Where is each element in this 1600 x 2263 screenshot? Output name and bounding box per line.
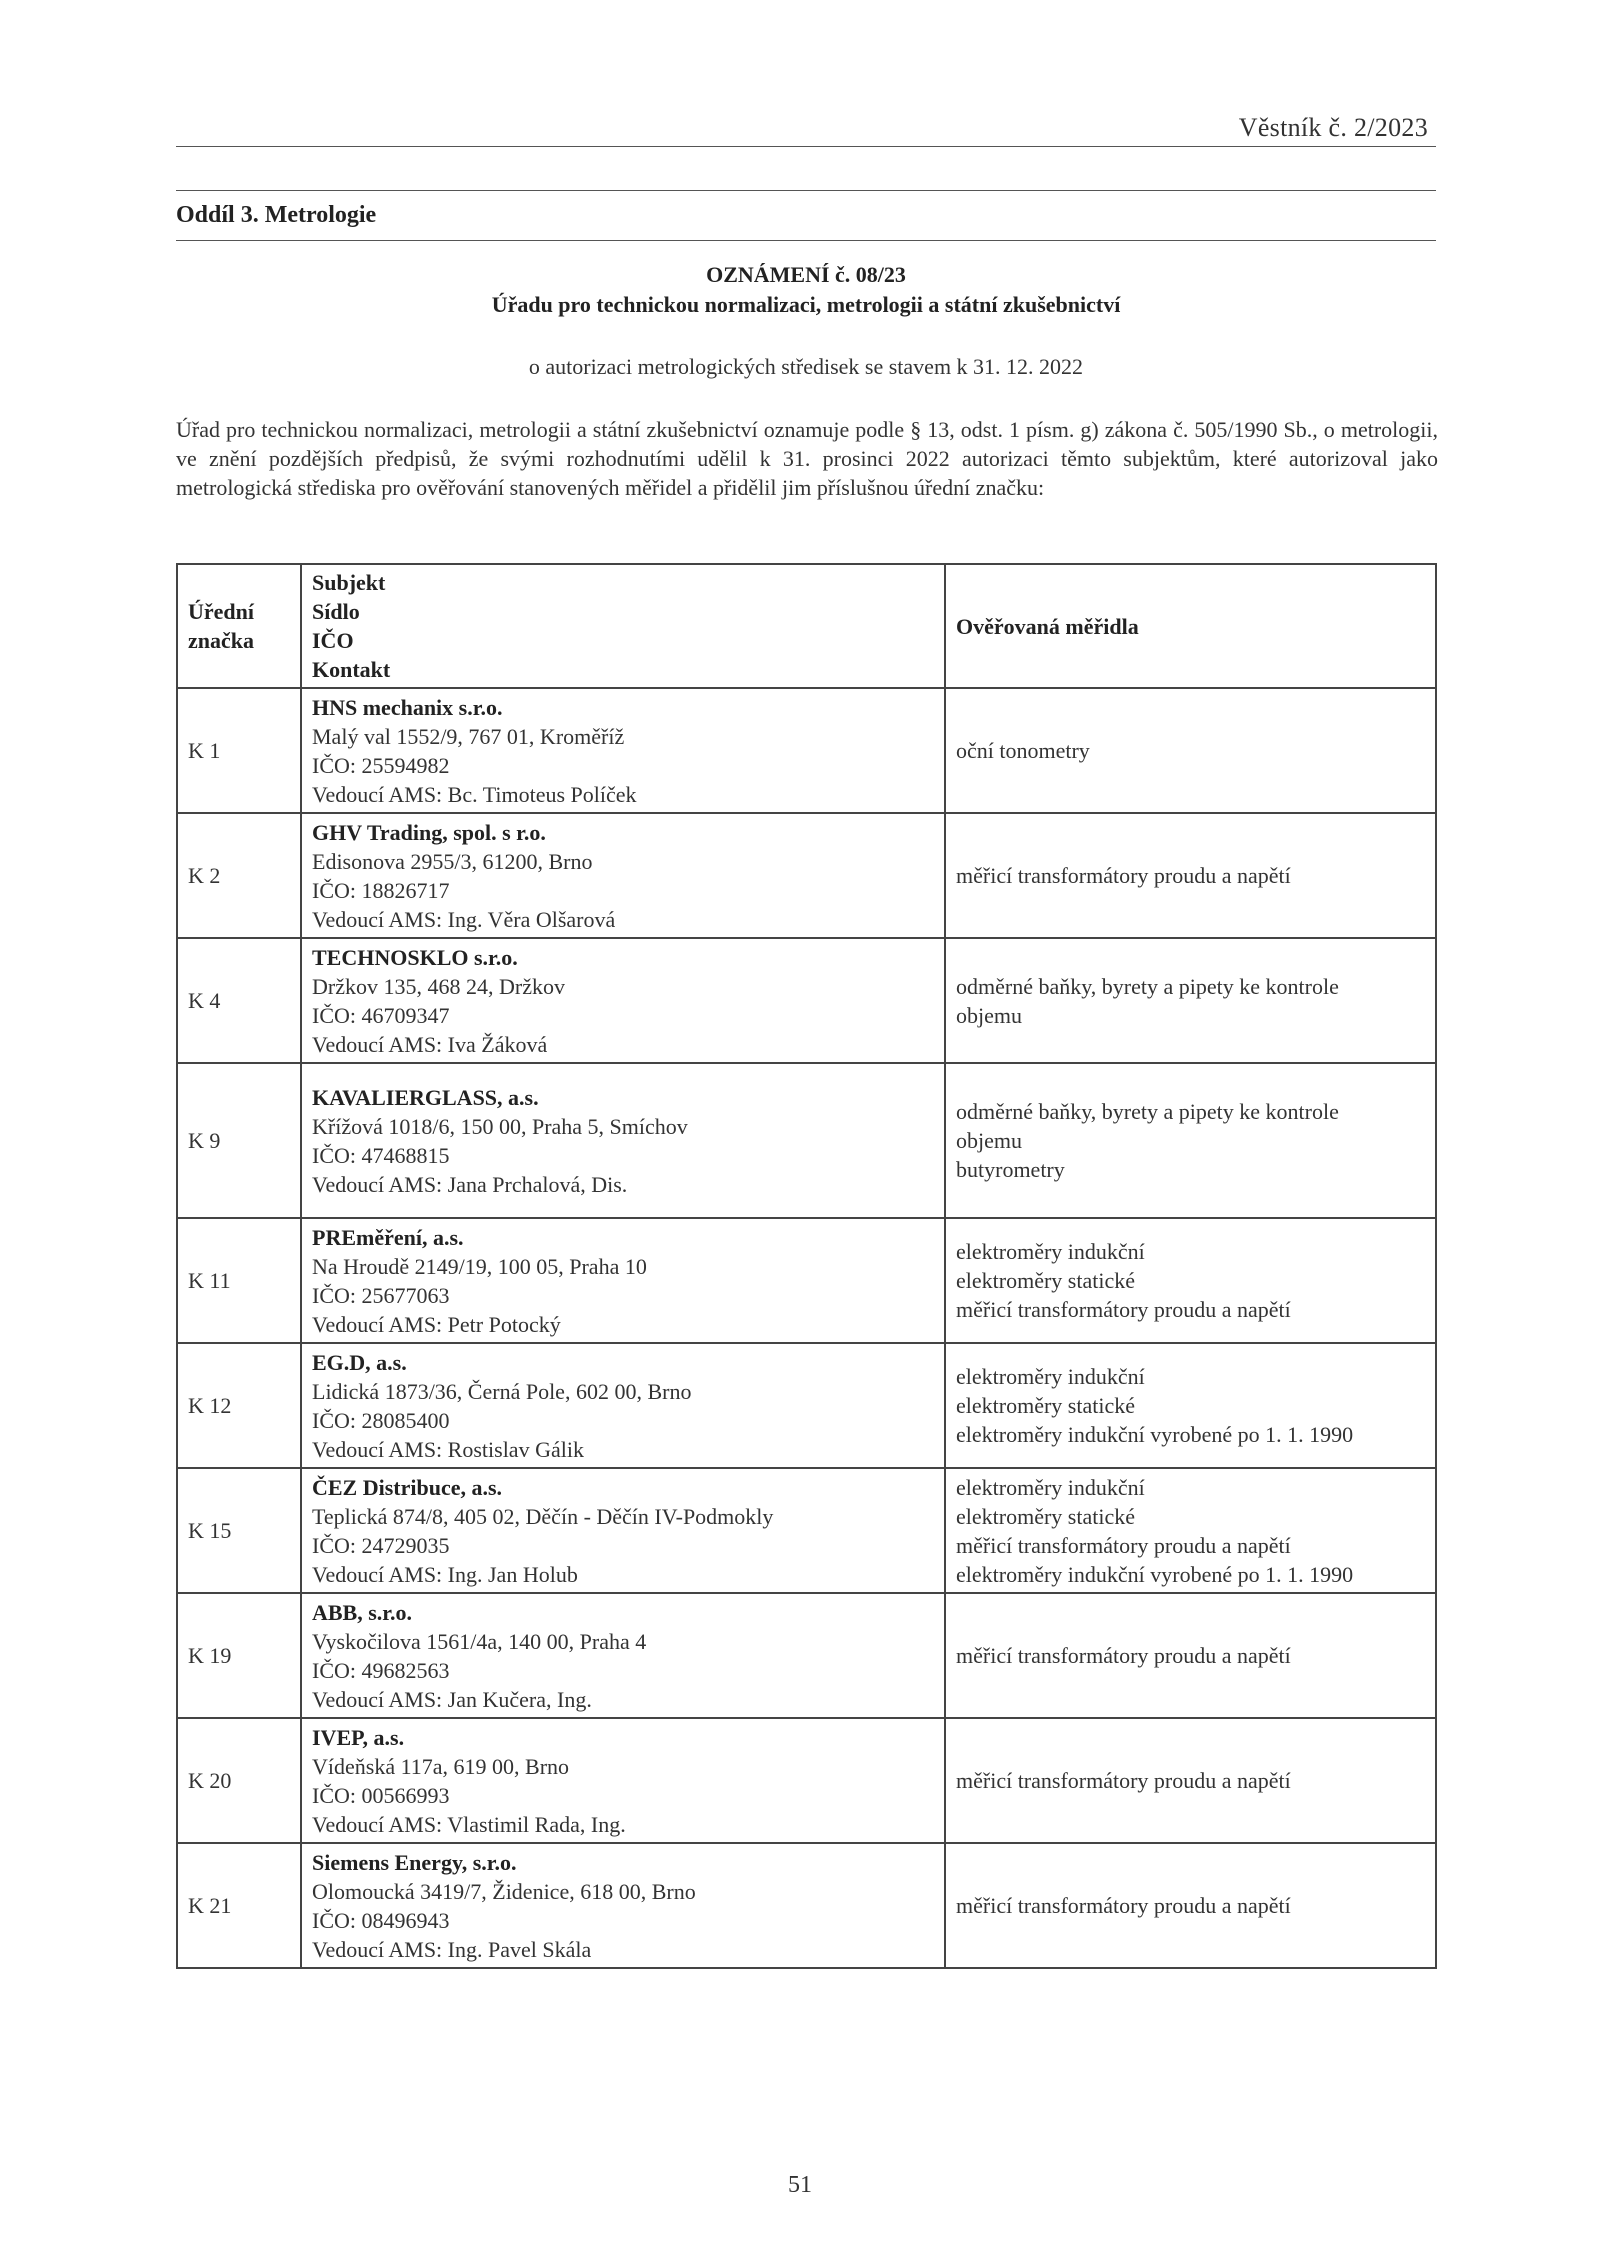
section-rule-top bbox=[176, 190, 1436, 191]
instrument-line: měřicí transformátory proudu a napětí bbox=[956, 863, 1291, 888]
official-mark: K 2 bbox=[177, 813, 301, 938]
subject-ico: IČO: 18826717 bbox=[312, 877, 450, 903]
subject-ico: IČO: 46709347 bbox=[312, 1002, 450, 1028]
table-body bbox=[177, 564, 1436, 1968]
instruments-cell bbox=[945, 1843, 1436, 1968]
instrument-line: elektroměry indukční bbox=[956, 1364, 1145, 1389]
subject-ico: IČO: 47468815 bbox=[312, 1142, 450, 1168]
subject-cell bbox=[301, 1843, 945, 1968]
instrument-line: elektroměry indukční bbox=[956, 1474, 1145, 1500]
table-row bbox=[177, 1343, 1436, 1468]
official-mark: K 20 bbox=[177, 1718, 301, 1843]
instrument-line: elektroměry statické bbox=[956, 1393, 1135, 1418]
subject-contact: Vedoucí AMS: Bc. Timoteus Políček bbox=[312, 781, 637, 807]
header-mark-line1: Úřední bbox=[188, 599, 254, 624]
subject-ico: IČO: 08496943 bbox=[312, 1907, 450, 1933]
subject-ico: IČO: 00566993 bbox=[312, 1782, 450, 1808]
instrument-line: elektroměry indukční vyrobené po 1. 1. 1990 bbox=[956, 1561, 1354, 1587]
header-mark bbox=[177, 564, 301, 688]
subject-name: ČEZ Distribuce, a.s. bbox=[312, 1474, 503, 1500]
subject-cell bbox=[301, 1593, 945, 1718]
subject-cell bbox=[301, 1218, 945, 1343]
section-title: Oddíl 3. Metrologie bbox=[176, 202, 377, 228]
subject-cell bbox=[301, 1063, 945, 1218]
subject-ico: IČO: 25594982 bbox=[312, 752, 450, 778]
instrument-line: oční tonometry bbox=[956, 738, 1090, 763]
table-row bbox=[177, 1718, 1436, 1843]
announcement-issuer: Úřadu pro technickou normalizaci, metrologii a státní zkušebnictví bbox=[491, 292, 1121, 317]
subject-address: Vyskočilova 1561/4a, 140 00, Praha 4 bbox=[312, 1628, 647, 1654]
instruments-cell bbox=[945, 1468, 1436, 1593]
instruments-cell bbox=[945, 1343, 1436, 1468]
instrument-line: měřicí transformátory proudu a napětí bbox=[956, 1297, 1291, 1322]
instruments-cell bbox=[945, 1593, 1436, 1718]
subject-contact: Vedoucí AMS: Ing. Pavel Skála bbox=[312, 1936, 592, 1962]
subject-contact: Vedoucí AMS: Jan Kučera, Ing. bbox=[312, 1686, 592, 1712]
official-mark: K 19 bbox=[177, 1593, 301, 1718]
instrument-line: měřicí transformátory proudu a napětí bbox=[956, 1643, 1291, 1668]
official-mark: K 4 bbox=[177, 938, 301, 1063]
subject-ico: IČO: 25677063 bbox=[312, 1282, 450, 1308]
subject-cell bbox=[301, 1468, 945, 1593]
header-instruments: Ověřovaná měřidla bbox=[945, 564, 1436, 688]
subject-contact: Vedoucí AMS: Vlastimil Rada, Ing. bbox=[312, 1811, 626, 1837]
instrument-line: objemu bbox=[956, 1002, 1022, 1028]
instrument-line: odměrné baňky, byrety a pipety ke kontrole bbox=[956, 973, 1339, 999]
subject-address: Vídeňská 117a, 619 00, Brno bbox=[312, 1753, 570, 1779]
header-rule bbox=[176, 146, 1436, 147]
official-mark: K 21 bbox=[177, 1843, 301, 1968]
subject-cell bbox=[301, 813, 945, 938]
table-row bbox=[177, 1218, 1436, 1343]
subject-contact: Vedoucí AMS: Ing. Věra Olšarová bbox=[312, 906, 616, 932]
announcement-intro: Úřad pro technickou normalizaci, metrologii a státní zkušebnictví oznamuje podle § 13, odst. 1 písm. g) zákona č. 505/1990 Sb., o metrologii, ve znění pozdějších předpisů, že svými rozhodnutími udělil k 31. prosinci 2022 autorizaci těmto subjektům, které autorizoval jako metrologická střediska pro ověřování stanovených měřidel a přidělil jim příslušnou úřední značku: bbox=[176, 417, 1438, 500]
subject-name: Siemens Energy, s.r.o. bbox=[312, 1849, 517, 1875]
subject-contact: Vedoucí AMS: Jana Prchalová, Dis. bbox=[312, 1171, 628, 1197]
subject-name: TECHNOSKLO s.r.o. bbox=[312, 944, 518, 970]
instrument-line: měřicí transformátory proudu a napětí bbox=[956, 1893, 1291, 1918]
subject-name: EG.D, a.s. bbox=[312, 1349, 407, 1375]
header-subject-line3: IČO bbox=[312, 628, 354, 653]
table-row bbox=[177, 688, 1436, 813]
instruments-cell bbox=[945, 938, 1436, 1063]
official-mark: K 9 bbox=[177, 1063, 301, 1218]
announcement-title: OZNÁMENÍ č. 08/23 bbox=[706, 262, 906, 287]
subject-address: Křížová 1018/6, 150 00, Praha 5, Smíchov bbox=[312, 1113, 688, 1139]
subject-cell bbox=[301, 1343, 945, 1468]
subject-address: Na Hroudě 2149/19, 100 05, Praha 10 bbox=[312, 1253, 647, 1279]
table-row bbox=[177, 1843, 1436, 1968]
official-mark: K 15 bbox=[177, 1468, 301, 1593]
official-mark: K 11 bbox=[177, 1218, 301, 1343]
subject-name: HNS mechanix s.r.o. bbox=[312, 694, 503, 720]
header-subject-line4: Kontakt bbox=[312, 657, 391, 682]
subject-name: GHV Trading, spol. s r.o. bbox=[312, 819, 546, 845]
subject-name: PREměření, a.s. bbox=[312, 1224, 464, 1250]
subject-address: Držkov 135, 468 24, Držkov bbox=[312, 973, 565, 999]
instruments-cell bbox=[945, 1718, 1436, 1843]
instrument-line: butyrometry bbox=[956, 1157, 1065, 1182]
instrument-line: elektroměry statické bbox=[956, 1503, 1135, 1529]
subject-ico: IČO: 28085400 bbox=[312, 1407, 450, 1433]
subject-name: KAVALIERGLASS, a.s. bbox=[312, 1084, 539, 1110]
instruments-cell bbox=[945, 813, 1436, 938]
subject-address: Teplická 874/8, 405 02, Děčín - Děčín IV-Podmokly bbox=[312, 1503, 774, 1529]
publication-header: Věstník č. 2/2023 bbox=[1238, 113, 1428, 142]
header-subject-line2: Sídlo bbox=[312, 599, 360, 624]
instruments-cell bbox=[945, 1218, 1436, 1343]
subject-name: IVEP, a.s. bbox=[312, 1724, 405, 1750]
table-row bbox=[177, 1063, 1436, 1218]
subject-address: Edisonova 2955/3, 61200, Brno bbox=[312, 848, 593, 874]
announcement-subject: o autorizaci metrologických středisek se stavem k 31. 12. 2022 bbox=[528, 354, 1084, 379]
official-mark: K 12 bbox=[177, 1343, 301, 1468]
instrument-line: měřicí transformátory proudu a napětí bbox=[956, 1532, 1291, 1558]
subject-contact: Vedoucí AMS: Petr Potocký bbox=[312, 1311, 561, 1337]
page-number: 51 bbox=[788, 2172, 812, 2198]
subject-address: Olomoucká 3419/7, Židenice, 618 00, Brno bbox=[312, 1878, 696, 1904]
table-row bbox=[177, 1468, 1436, 1593]
official-mark: K 1 bbox=[177, 688, 301, 813]
subject-ico: IČO: 24729035 bbox=[312, 1532, 450, 1558]
table-header-row bbox=[177, 564, 1436, 688]
subject-contact: Vedoucí AMS: Ing. Jan Holub bbox=[312, 1561, 578, 1587]
subject-cell bbox=[301, 938, 945, 1063]
subject-address: Lidická 1873/36, Černá Pole, 602 00, Brno bbox=[312, 1378, 692, 1404]
instruments-cell bbox=[945, 1063, 1436, 1218]
header-subject-line1: Subjekt bbox=[312, 570, 386, 595]
subject-cell bbox=[301, 1718, 945, 1843]
instrument-line: elektroměry indukční vyrobené po 1. 1. 1990 bbox=[956, 1422, 1354, 1447]
header-mark-line2: značka bbox=[188, 628, 254, 653]
instrument-line: odměrné baňky, byrety a pipety ke kontrole bbox=[956, 1099, 1339, 1124]
subject-contact: Vedoucí AMS: Iva Žáková bbox=[312, 1031, 548, 1057]
instrument-line: měřicí transformátory proudu a napětí bbox=[956, 1768, 1291, 1793]
section-rule-bottom bbox=[176, 240, 1436, 241]
table-row bbox=[177, 938, 1436, 1063]
subject-name: ABB, s.r.o. bbox=[312, 1599, 413, 1625]
subject-contact: Vedoucí AMS: Rostislav Gálik bbox=[312, 1436, 584, 1462]
instrument-line: elektroměry indukční bbox=[956, 1239, 1145, 1264]
instrument-line: objemu bbox=[956, 1128, 1022, 1153]
instrument-line: elektroměry statické bbox=[956, 1268, 1135, 1293]
table-row bbox=[177, 1593, 1436, 1718]
subject-cell bbox=[301, 688, 945, 813]
subject-ico: IČO: 49682563 bbox=[312, 1657, 450, 1683]
table-row bbox=[177, 813, 1436, 938]
instruments-cell bbox=[945, 688, 1436, 813]
metrology-centers-table bbox=[176, 563, 1437, 1969]
header-subject bbox=[301, 564, 945, 688]
subject-address: Malý val 1552/9, 767 01, Kroměříž bbox=[312, 723, 625, 749]
